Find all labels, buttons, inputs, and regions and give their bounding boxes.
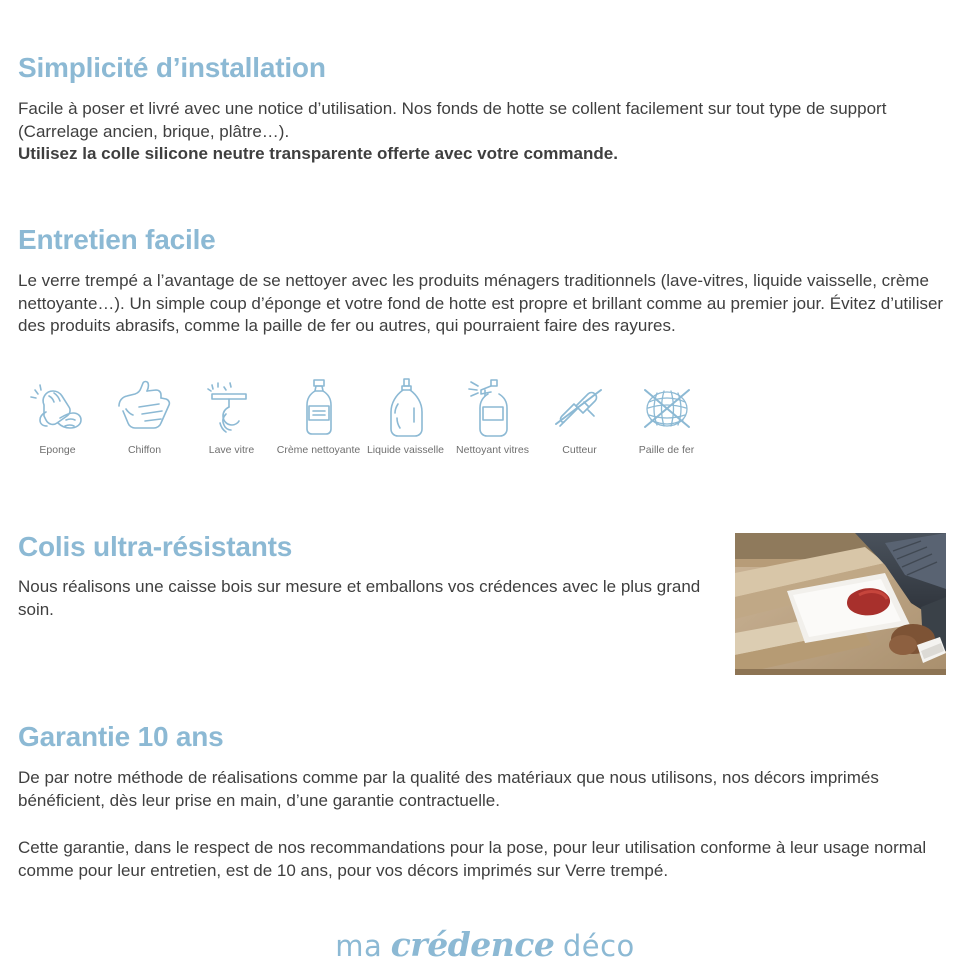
care-icons-row — [14, 374, 714, 456]
cream-bottle-icon — [283, 374, 355, 440]
care-icon-label: Liquide vaisselle — [366, 444, 445, 456]
packaging-photo-image — [735, 533, 946, 675]
care-icon-item — [449, 374, 536, 456]
section-garantie-paragraph-1: De par notre méthode de réalisations comme par la qualité des matériaux que nous utilisons, nos décors imprimés bénéficient, dès leur prise en main, d’une garantie contractuelle. — [18, 768, 879, 810]
care-icon-item — [14, 374, 101, 456]
care-icon-label: Eponge — [39, 444, 76, 456]
section-colis-paragraph: Nous réalisons une caisse bois sur mesure et emballons vos crédences avec le plus grand soin. — [18, 577, 701, 619]
brand-logo-part-credence: crédence — [390, 925, 555, 964]
section-colis — [18, 531, 718, 621]
brand-logo-part-deco: déco — [562, 929, 635, 963]
care-icon-label: Lave vitre — [208, 444, 255, 456]
cutter-forbidden-icon — [544, 374, 616, 440]
brand-logo — [0, 925, 970, 964]
section-installation-paragraph: Facile à poser et livré avec une notice d’utilisation. Nos fonds de hotte se collent facilement sur tout type de support (Carrelage ancien, brique, plâtre…). — [18, 99, 887, 141]
cloth-icon — [109, 374, 181, 440]
care-icon-label: Paille de fer — [638, 444, 695, 456]
care-icon-item — [536, 374, 623, 456]
section-entretien-title: Entretien facile — [18, 224, 216, 255]
steel-wool-forbidden-icon — [631, 374, 703, 440]
care-icon-label: Cutteur — [562, 444, 597, 456]
section-installation-title: Simplicité d’installation — [18, 52, 326, 83]
section-installation-note: Utilisez la colle silicone neutre transparente offerte avec votre commande. — [18, 144, 618, 163]
section-entretien-paragraph: Le verre trempé a l’avantage de se nettoyer avec les produits ménagers traditionnels (lave-vitres, liquide vaisselle, crème nettoyante…). Un simple coup d’éponge et votre fond de hotte est propre et brillant comme au premier jour. Évitez d’utiliser des produits abrasifs, comme la paille de fer ou autres, qui pourraient faire des rayures. — [18, 271, 944, 335]
brand-logo-part-ma: ma — [335, 929, 383, 963]
care-icon-item — [362, 374, 449, 456]
sponge-icon — [22, 374, 94, 440]
section-garantie-title: Garantie 10 ans — [18, 721, 224, 752]
care-icon-label: Crème nettoyante — [276, 444, 361, 456]
section-colis-title: Colis ultra-résistants — [18, 531, 293, 562]
care-icon-item — [623, 374, 710, 456]
section-garantie — [18, 721, 950, 882]
section-entretien — [18, 224, 950, 338]
glass-cleaner-spray-icon — [457, 374, 529, 440]
care-icon-item — [101, 374, 188, 456]
packaging-photo — [735, 533, 946, 675]
section-installation — [18, 52, 950, 166]
care-icon-item — [275, 374, 362, 456]
care-icon-label: Nettoyant vitres — [456, 444, 529, 456]
care-icon-label: Chiffon — [127, 444, 162, 456]
care-icon-item — [188, 374, 275, 456]
squeegee-icon — [196, 374, 268, 440]
section-garantie-paragraph-2: Cette garantie, dans le respect de nos recommandations pour la pose, pour leur utilisation conforme à leur usage normal comme pour leur entretien, est de 10 ans, pour vos décors imprimés sur Verre trempé. — [18, 838, 927, 880]
dish-soap-icon — [370, 374, 442, 440]
